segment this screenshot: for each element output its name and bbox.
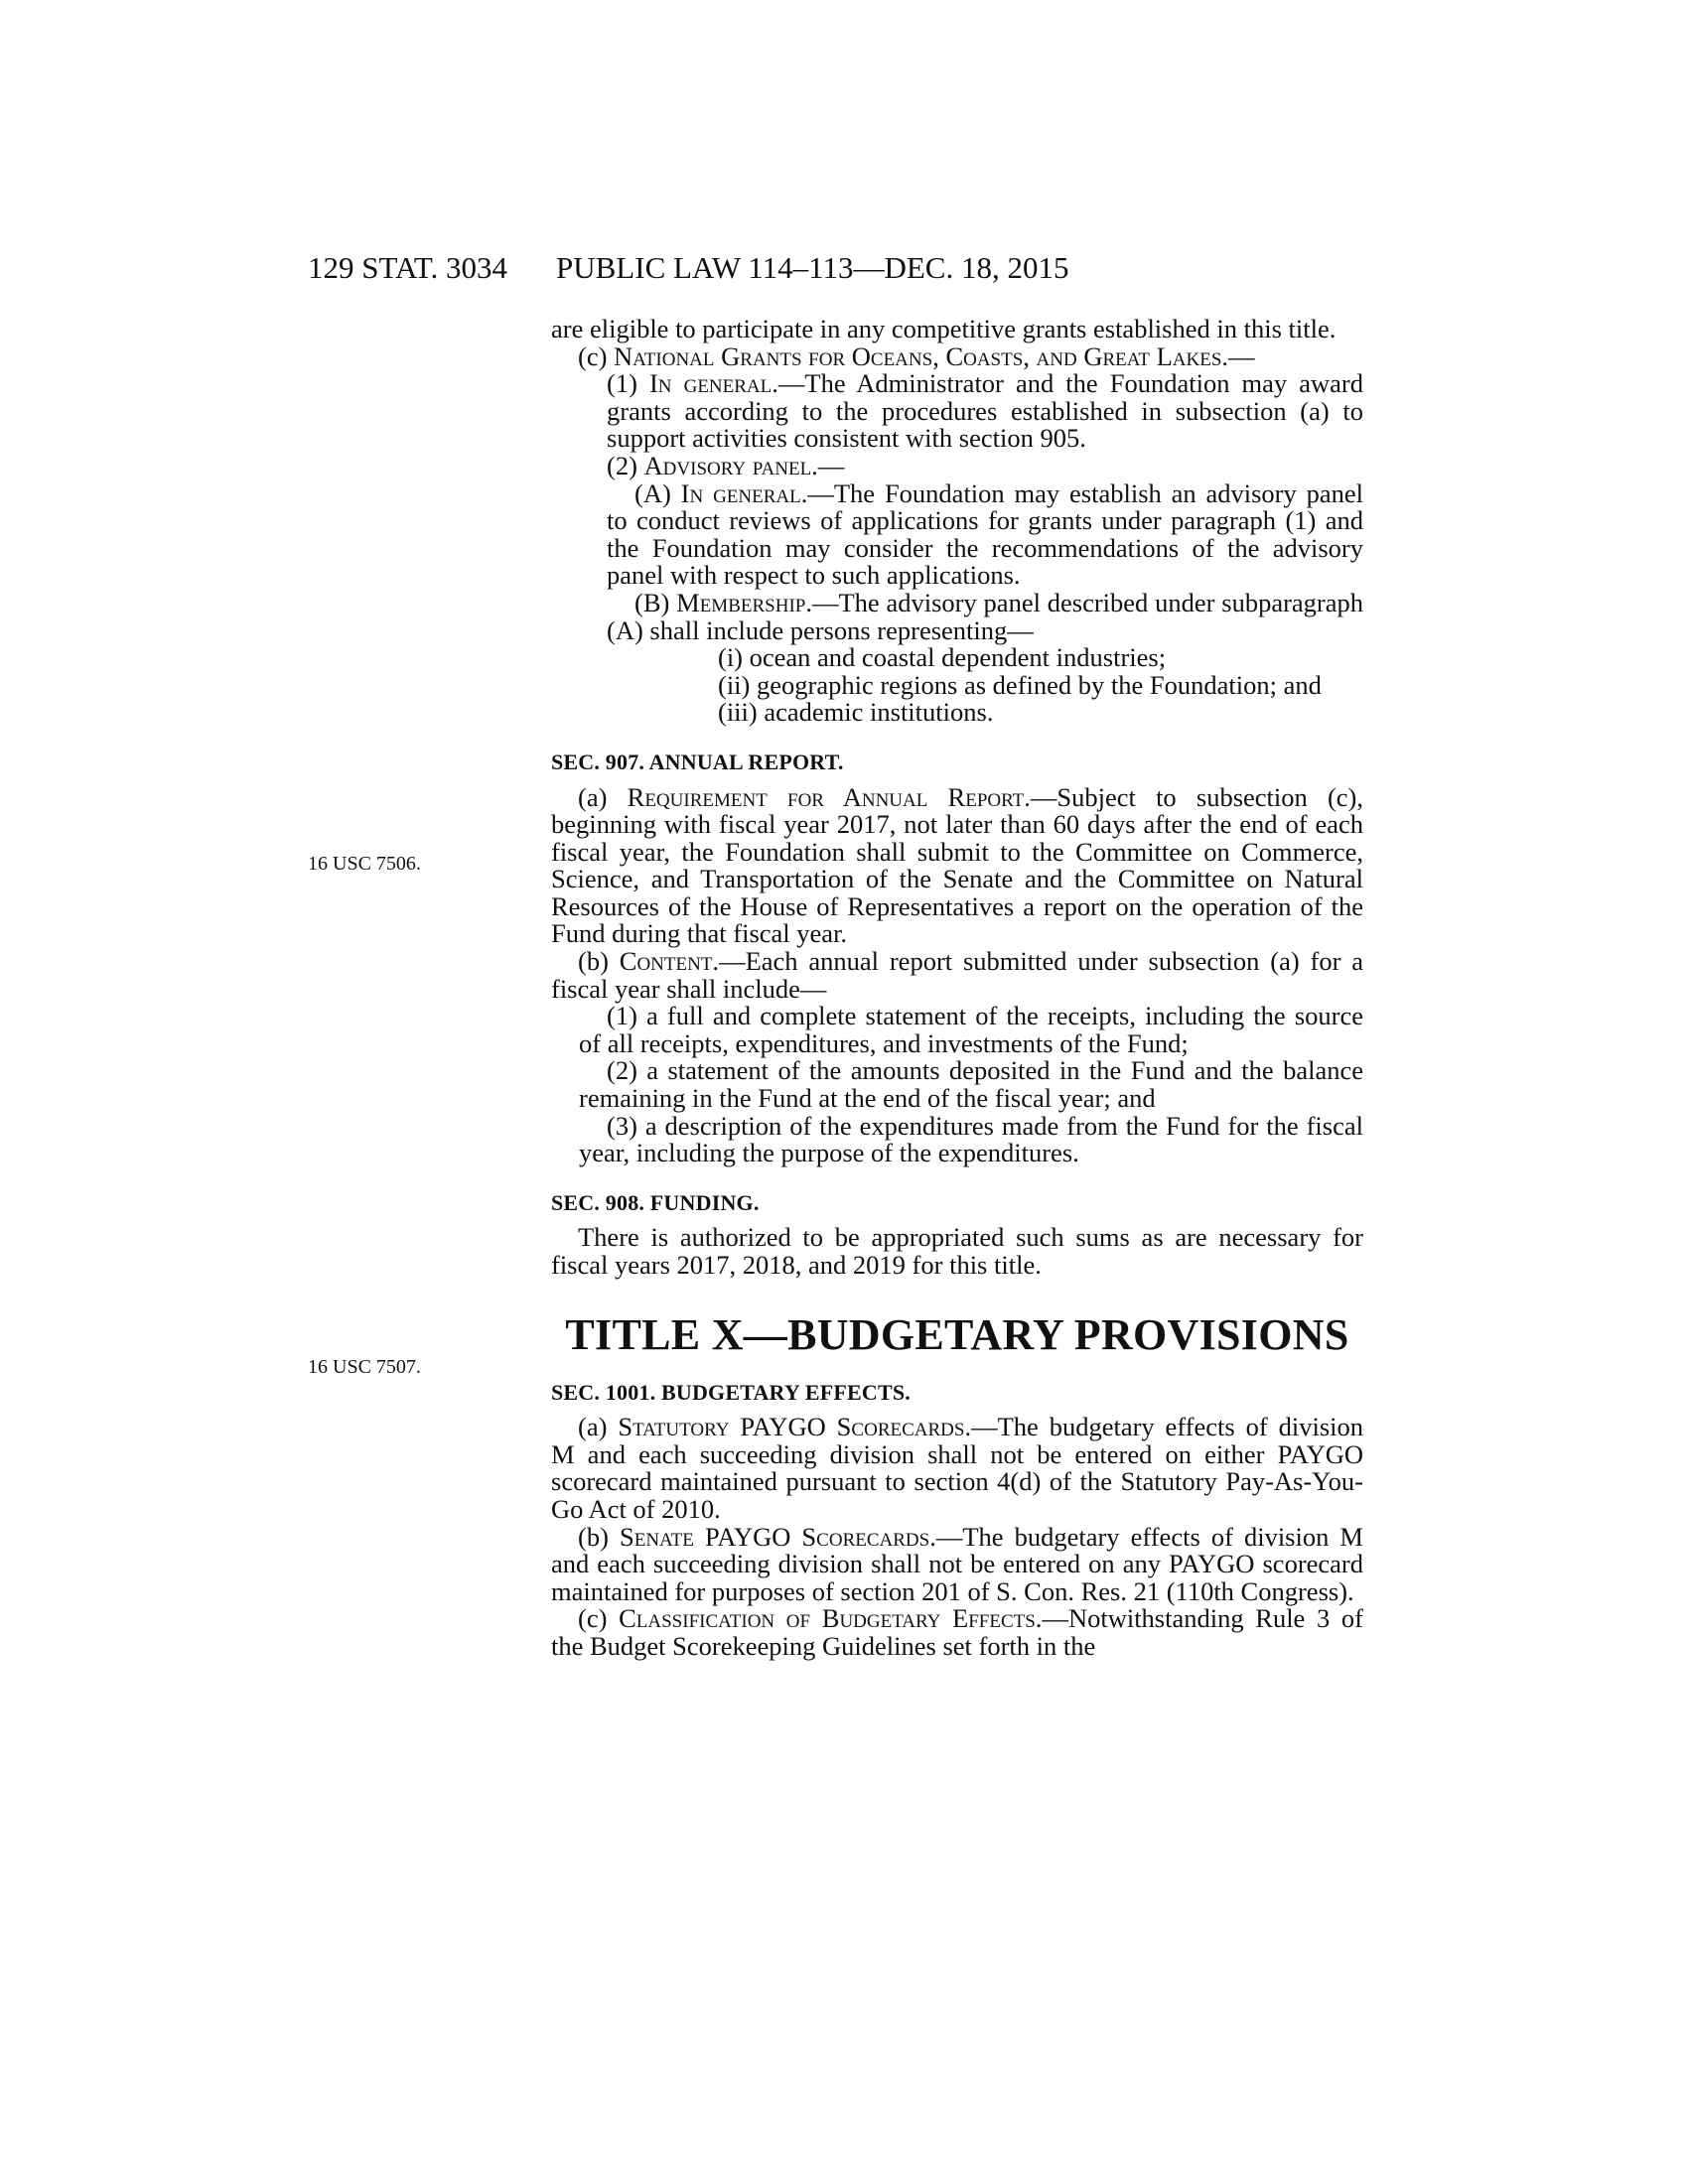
sec1001-c-text: —Notwithstanding Rule 3 of the Budget Scorekeeping Guidelines set forth in the: [551, 1603, 1363, 1661]
law-title: PUBLIC LAW 114–113—DEC. 18, 2015: [556, 250, 1069, 285]
sec1001-c-heading: Classification of Budgetary Effects.: [619, 1603, 1043, 1634]
page-reference: 129 STAT. 3034: [308, 250, 508, 285]
subparagraph-c2A-text: —The Foundation may establish an advisory panel to conduct reviews of applications for grants under paragraph (1) and the Foundation may consider the recommendations of the advisory panel with respect to such applications.: [607, 478, 1364, 591]
margin-note-sec908: 16 USC 7507.: [308, 1356, 421, 1378]
paragraph-c1-text: —The Administrator and the Foundation may award grants according to the procedures established in subsection (a) to support activities consistent with section 905.: [607, 368, 1363, 454]
sec1001-subsection-c: [551, 1605, 1363, 1660]
paragraph-c1-heading: In general.: [648, 368, 778, 399]
clause-i: (i) ocean and coastal dependent industries;: [718, 642, 1167, 673]
sec907-a-heading: Requirement for Annual Report.: [627, 781, 1031, 812]
sec907-subsection-b: [551, 948, 1363, 1003]
intro-paragraph: are eligible to participate in any competitive grants established in this title.: [551, 314, 1336, 343]
section-907-heading: SEC. 907. ANNUAL REPORT.: [551, 749, 844, 774]
document-body: [551, 316, 1363, 1661]
paragraph-c1: [551, 370, 1363, 453]
clause-ii: (ii) geographic regions as defined by the Foundation; and: [718, 669, 1322, 700]
title-x-heading: TITLE X—BUDGETARY PROVISIONS: [565, 1309, 1349, 1359]
paragraph-c2: [551, 450, 1363, 480]
paragraph-c2-heading: Advisory panel.—: [643, 450, 845, 480]
subsection-c-heading: National Grants for Oceans, Coasts, and Great Lakes.—: [614, 341, 1255, 371]
sec1001-a-label: (a): [578, 1412, 608, 1442]
paragraph-c2-label: (2): [607, 450, 637, 480]
sec1001-b-heading: Senate PAYGO Scorecards.: [619, 1521, 936, 1552]
sec907-a-label: (a): [578, 781, 608, 812]
sec907-b-text: —Each annual report submitted under subsection (a) for a fiscal year shall include—: [551, 946, 1364, 1004]
sec1001-b-label: (b): [578, 1521, 609, 1552]
subparagraph-c2A: [551, 480, 1363, 590]
sec908-text: There is authorized to be appropriated such sums as are necessary for fiscal years 2017, 2018, and 2019 for this title.: [551, 1222, 1363, 1280]
sec1001-subsection-b: [551, 1521, 1363, 1606]
subparagraph-c2B-text: —The advisory panel described under subparagraph (A) shall include persons representing—: [607, 587, 1363, 645]
subparagraph-c2B: [551, 587, 1363, 645]
sec1001-b-text: —The budgetary effects of division M and each succeeding division shall not be entered on any PAYGO scorecard maintained for purposes of section 201 of S. Con. Res. 21 (110th Congress).: [551, 1521, 1363, 1606]
subsection-c: [551, 343, 1363, 371]
subparagraph-c2B-heading: Membership.: [676, 587, 812, 617]
subparagraph-c2B-label: (B): [634, 587, 670, 617]
sec907-b1: (1) a full and complete statement of the receipts, including the source of all receipts, expenditures, and investments of the Fund;: [579, 1001, 1363, 1058]
subparagraph-c2A-heading: In general.: [680, 478, 808, 508]
subsection-c-label: (c): [578, 341, 608, 371]
subparagraph-c2A-label: (A): [634, 478, 671, 508]
section-1001-heading: SEC. 1001. BUDGETARY EFFECTS.: [551, 1379, 911, 1405]
section-908-heading: SEC. 908. FUNDING.: [551, 1189, 760, 1215]
paragraph-c1-label: (1): [607, 368, 637, 399]
sec1001-c-label: (c): [578, 1603, 608, 1634]
clause-iii: (iii) academic institutions.: [718, 697, 994, 728]
sec907-b-heading: Content.: [619, 946, 720, 977]
sec907-b2: (2) a statement of the amounts deposited in the Fund and the balance remaining in the Fund at the end of the fiscal year; and: [579, 1055, 1363, 1114]
sec907-b-label: (b): [578, 946, 609, 977]
sec907-a-text: —Subject to subsection (c), beginning with fiscal year 2017, not later than 60 days after the end of each fiscal year, the Foundation shall submit to the Committee on Commerce, Science, and Transportation of the Senate and the Committee on Natural Resources of the House of Representatives a report on the operation of the Fund during that fiscal year.: [551, 781, 1364, 949]
sec1001-a-text: —The budgetary effects of division M and each succeeding division shall not be entered on either PAYGO scorecard maintained pursuant to section 4(d) of the Statutory Pay-As-You-Go Act of 2010.: [551, 1412, 1363, 1524]
page-header: [0, 248, 1688, 288]
sec1001-subsection-a: [551, 1414, 1363, 1523]
sec907-subsection-a: [551, 781, 1364, 949]
sec907-b3: (3) a description of the expenditures made from the Fund for the fiscal year, including the purpose of the expenditures.: [579, 1110, 1363, 1168]
sec1001-a-heading: Statutory PAYGO Scorecards.: [618, 1412, 972, 1442]
margin-note-sec907: 16 USC 7506.: [308, 853, 421, 875]
